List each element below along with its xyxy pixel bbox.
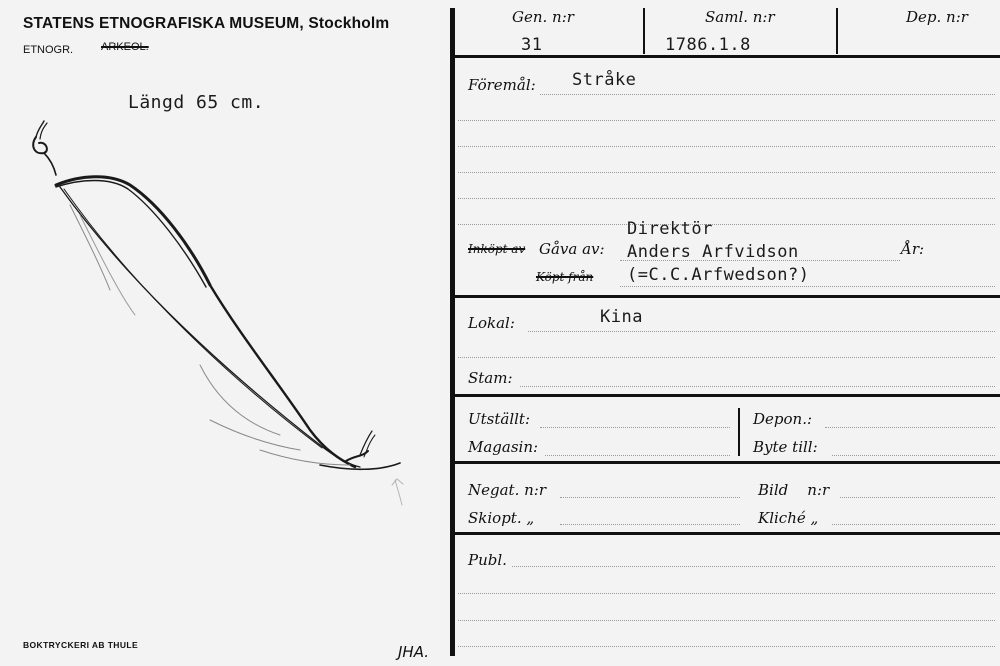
bow-drawing xyxy=(20,115,430,515)
donor-line-1: Direktör xyxy=(627,219,713,239)
saml-nr-value: 1786.1.8 xyxy=(665,35,751,55)
rule-utstallt xyxy=(455,394,1000,397)
saml-nr-label: Saml. n:r xyxy=(705,8,775,26)
museum-title: STATENS ETNOGRAFISKA MUSEUM, Stockholm xyxy=(23,15,390,32)
rule-header xyxy=(455,55,1000,58)
donor-line-2: Anders Arfvidson xyxy=(627,242,799,262)
byte-label: Byte till: xyxy=(753,438,818,456)
dotline xyxy=(458,120,995,121)
dotline-skiopt xyxy=(560,524,740,525)
dotline-stam xyxy=(520,386,995,387)
dotline-negat xyxy=(560,497,740,498)
dotline-magasin xyxy=(545,455,730,456)
gen-divider xyxy=(643,8,645,54)
dotline xyxy=(458,620,995,621)
dotline-byte xyxy=(832,455,995,456)
dotline xyxy=(458,646,995,647)
dotline-publ xyxy=(512,566,995,567)
ar-label: År: xyxy=(901,240,925,258)
dotline xyxy=(458,146,995,147)
inkopt-struck: Inköpt av xyxy=(468,242,526,256)
publ-label: Publ. xyxy=(468,551,507,569)
dotline xyxy=(458,172,995,173)
negat-label: Negat. n:r xyxy=(468,481,546,499)
dep-nr-label: Dep. n:r xyxy=(906,8,968,26)
gava-label: Gåva av: xyxy=(539,240,605,258)
dotline xyxy=(458,593,995,594)
depon-divider xyxy=(738,408,740,456)
donor-line-3: (=C.C.Arfwedson?) xyxy=(627,265,810,285)
depon-label: Depon.: xyxy=(753,410,813,428)
rule-publ xyxy=(455,532,1000,535)
length-note: Längd 65 cm. xyxy=(128,92,265,113)
dotline-lokal xyxy=(528,331,995,332)
gen-nr-value: 31 xyxy=(521,35,543,55)
rule-lokal xyxy=(455,295,1000,298)
lokal-label: Lokal: xyxy=(468,314,515,332)
printer-imprint: BOKTRYCKERI AB THULE xyxy=(23,640,139,650)
dotline-bild xyxy=(840,497,995,498)
lokal-value: Kina xyxy=(600,307,643,327)
utstallt-label: Utställt: xyxy=(468,410,531,428)
kliche-label: Kliché „ xyxy=(758,509,819,527)
dotline-kliche xyxy=(832,524,995,525)
dotline-depon xyxy=(825,427,995,428)
foremal-label: Föremål: xyxy=(468,76,536,94)
department-label: ETNOGR. xyxy=(23,44,74,56)
initials: JHA. xyxy=(398,643,430,661)
department-struck: ARKEOL. xyxy=(101,41,149,53)
dotline xyxy=(458,198,995,199)
bild-label: Bild n:r xyxy=(758,481,830,499)
saml-divider xyxy=(836,8,838,54)
kopt-struck: Köpt från xyxy=(536,270,594,284)
stam-label: Stam: xyxy=(468,369,513,387)
dotline-kopt xyxy=(620,286,995,287)
gen-nr-label: Gen. n:r xyxy=(512,8,574,26)
rule-negat xyxy=(455,461,1000,464)
dotline xyxy=(458,357,995,358)
dotline-gava xyxy=(620,260,900,261)
dotline-foremal xyxy=(540,94,995,95)
foremal-value: Stråke xyxy=(572,70,637,90)
magasin-label: Magasin: xyxy=(468,438,539,456)
dotline-utstallt xyxy=(540,427,730,428)
skiopt-label: Skiopt. „ xyxy=(468,509,535,527)
card-divider xyxy=(450,8,455,656)
dotline xyxy=(458,224,995,225)
